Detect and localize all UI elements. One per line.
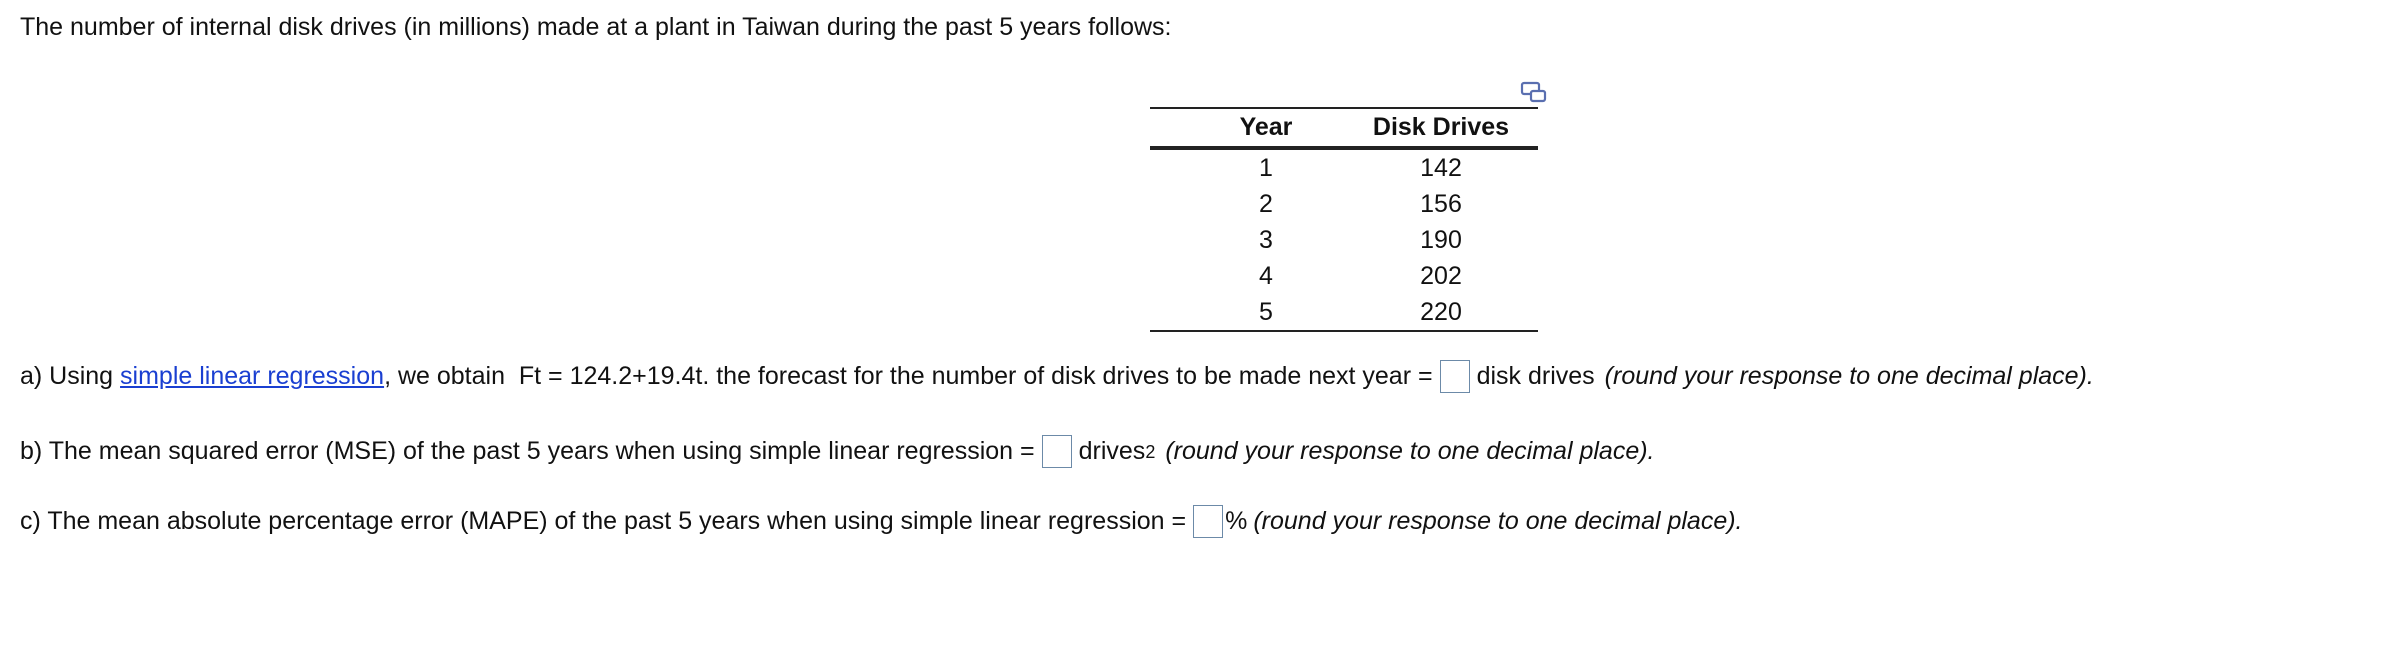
question-a-text: , we obtain Ft = 124.2+19.4t. the forecast for the number of disk drives to be made next year = xyxy=(384,362,1433,390)
disk-drives-table xyxy=(1150,107,1538,332)
question-a-hint: (round your response to one decimal place). xyxy=(1604,362,2094,390)
question-b-hint: (round your response to one decimal place). xyxy=(1165,437,1655,465)
cell-year: 1 xyxy=(1259,153,1273,182)
cell-year: 4 xyxy=(1259,261,1273,290)
simple-linear-regression-link[interactable]: simple linear regression xyxy=(120,362,385,390)
question-b: b) The mean squared error (MSE) of the past 5 years when using simple linear regression = drives 2 (round your response to one decimal place). xyxy=(20,435,1655,468)
question-c xyxy=(20,505,1743,538)
question-b-unit: drives xyxy=(1078,437,1146,465)
cell-year: 2 xyxy=(1259,189,1273,218)
question-c-hint: (round your response to one decimal place). xyxy=(1253,507,1743,535)
table-row xyxy=(1150,222,1538,258)
table-row xyxy=(1150,186,1538,222)
question-c-unit: % xyxy=(1225,507,1248,535)
question-a-prefix: a) Using xyxy=(20,362,121,390)
cell-drives: 142 xyxy=(1420,153,1462,182)
header-disk-drives: Disk Drives xyxy=(1372,113,1510,141)
mape-answer-input[interactable] xyxy=(1193,505,1223,538)
table-row xyxy=(1150,294,1538,331)
cell-drives: 220 xyxy=(1420,297,1462,326)
table-header-row xyxy=(1150,108,1538,148)
mse-answer-input[interactable] xyxy=(1042,435,1072,468)
cell-year: 3 xyxy=(1259,225,1273,254)
question-a xyxy=(20,360,2094,393)
copy-table-icon[interactable] xyxy=(1520,80,1548,104)
cell-drives: 156 xyxy=(1420,189,1462,218)
question-c-text: c) The mean absolute percentage error (MAPE) of the past 5 years when using simple linear regression = xyxy=(20,507,1187,535)
cell-drives: 190 xyxy=(1420,225,1462,254)
question-a-unit: disk drives xyxy=(1476,362,1595,390)
problem-intro: The number of internal disk drives (in millions) made at a plant in Taiwan during the past 5 years follows: xyxy=(20,13,1172,41)
table-row xyxy=(1150,148,1538,186)
forecast-answer-input[interactable] xyxy=(1440,360,1470,393)
table-row xyxy=(1150,258,1538,294)
header-year: Year xyxy=(1239,113,1293,141)
data-table-container xyxy=(1150,107,1538,332)
question-b-text: b) The mean squared error (MSE) of the past 5 years when using simple linear regression = xyxy=(20,437,1035,465)
cell-year: 5 xyxy=(1259,297,1273,326)
cell-drives: 202 xyxy=(1420,261,1462,290)
